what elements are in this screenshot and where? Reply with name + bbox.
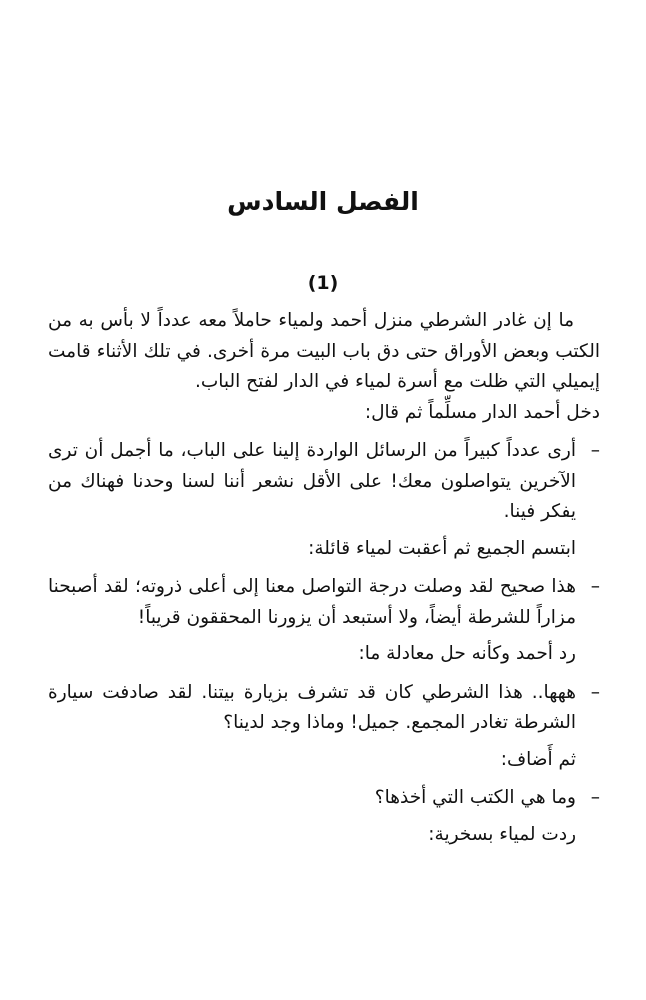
- dialogue-text: ههها.. هذا الشرطي كان قد تشرف بزيارة بيتنا. لقد صادفت سيارة الشرطة تغادر المجمع. جميل! وماذا وجد لدينا؟: [48, 681, 576, 733]
- narration-line-2: رد أحمد وكأنه حل معادلة ما:: [358, 643, 576, 664]
- dialogue-line-2: [48, 572, 600, 633]
- dialogue-line-4: [48, 783, 600, 814]
- dialogue-dash: –: [590, 787, 600, 808]
- dialogue-text: وما هي الكتب التي أخذها؟: [374, 787, 576, 808]
- chapter-title: الفصل السادس: [227, 187, 419, 216]
- body-text: [48, 306, 600, 850]
- dialogue-dash: –: [590, 681, 600, 703]
- narration-line-1: ابتسم الجميع ثم أعقبت لمياء قائلة:: [308, 537, 576, 559]
- dialogue-text: أرى عدداً كبيراً من الرسائل الواردة إلينا على الباب، ما أجمل أن ترى الآخرين يتواصلون معك! على الأقل نشعر أننا لسنا وحدنا فهناك من يفكر فينا.: [48, 440, 576, 522]
- paragraph-entry: دخل أحمد الدار مسلِّماً ثم قال:: [364, 401, 600, 423]
- paragraph-opening: ما إن غادر الشرطي منزل أحمد ولمياء حاملاً معه عدداً لا بأس به من الكتب وبعض الأوراق حتى دق باب البيت مرة أخرى. في تلك الأثناء قامت إيميلي التي ظلت مع أسرة لمياء في الدار لفتح الباب.: [48, 310, 600, 392]
- section-number: (1): [307, 272, 339, 294]
- dialogue-text: هذا صحيح لقد وصلت درجة التواصل معنا إلى أعلى ذروته؛ لقد أصبحنا مزاراً للشرطة أيضاً، ولا أستبعد أن يزورنا المحققون قريباً!: [48, 576, 576, 628]
- dialogue-dash: –: [590, 440, 600, 461]
- narration-line-4: ردت لمياء بسخرية:: [428, 823, 576, 845]
- dialogue-dash: –: [590, 576, 600, 597]
- dialogue-line-3: [48, 678, 600, 739]
- narration-line-3: ثم أَضاف:: [500, 748, 576, 770]
- dialogue-line-1: [48, 436, 600, 528]
